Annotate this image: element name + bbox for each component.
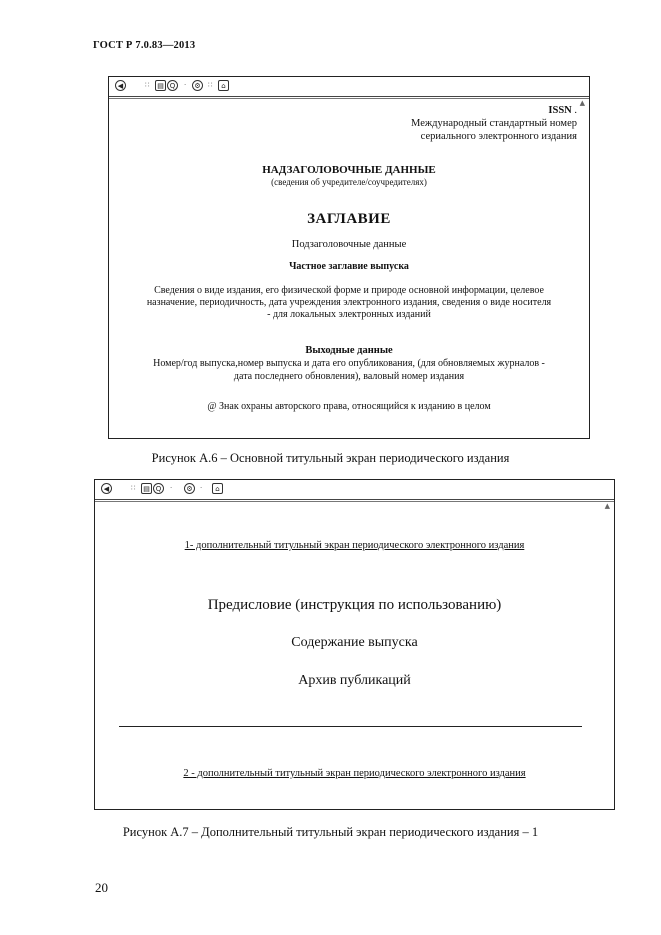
pre-title-subheading: (сведения об учредителе/соучредителях) bbox=[271, 177, 427, 187]
issue-contents[interactable]: Содержание выпуска bbox=[291, 635, 418, 650]
screen-subtitle: Подзаголовочные данные bbox=[291, 239, 407, 250]
settings-icon[interactable]: ⚙ bbox=[184, 483, 195, 494]
issn-description-line2: сериального электронного издания bbox=[420, 131, 577, 142]
main-title-screen bbox=[108, 76, 590, 439]
settings-icon[interactable]: ⚙ bbox=[192, 80, 203, 91]
back-icon[interactable]: ◀ bbox=[101, 483, 112, 494]
scrollbar-arrow-icon[interactable]: ▲ bbox=[604, 502, 610, 510]
link-additional-screen-1[interactable]: 1- дополнительный титульный экран периодического электронного издания bbox=[184, 540, 525, 551]
edition-info-line1: Сведения о виде издания, его физической форме и природе основной информации, целевое bbox=[154, 285, 544, 296]
page-number: 20 bbox=[95, 880, 108, 895]
copyright-notice: @ Знак охраны авторского права, относящийся к изданию в целом bbox=[207, 401, 491, 412]
page-icon[interactable]: ▤ bbox=[141, 483, 152, 494]
edition-info-line3: - для локальных электронных изданий bbox=[267, 309, 431, 320]
toolbar-separator: · bbox=[170, 484, 173, 492]
issn-dot: . bbox=[574, 105, 577, 116]
section-divider bbox=[119, 726, 582, 727]
issn-label: ISSN bbox=[548, 105, 572, 116]
toolbar-separator: ∷ bbox=[131, 484, 136, 492]
search-icon[interactable]: Q bbox=[153, 483, 164, 494]
link-additional-screen-2[interactable]: 2 - дополнительный титульный экран периодического электронного издания bbox=[183, 768, 526, 779]
document-code: ГОСТ Р 7.0.83—2013 bbox=[93, 40, 196, 51]
preface-heading[interactable]: Предисловие (инструкция по использованию) bbox=[207, 597, 502, 613]
imprint-line1: Номер/год выпуска,номер выпуска и дата его опубликования, (для обновляемых журналов - bbox=[153, 358, 545, 369]
home-icon[interactable]: ⌂ bbox=[212, 483, 223, 494]
page-icon[interactable]: ▤ bbox=[155, 80, 166, 91]
toolbar-separator: · bbox=[184, 81, 187, 89]
search-icon[interactable]: Q bbox=[167, 80, 178, 91]
toolbar-separator: · bbox=[200, 484, 203, 492]
imprint-line2: дата последнего обновления), валовый номер издания bbox=[233, 371, 465, 382]
additional-title-screen bbox=[94, 479, 615, 810]
screen-toolbar bbox=[109, 77, 589, 97]
issn-description-line1: Международный стандартный номер bbox=[411, 118, 577, 129]
toolbar-separator: ∷ bbox=[145, 81, 150, 89]
scrollbar-arrow-icon[interactable]: ▲ bbox=[579, 99, 585, 107]
publications-archive[interactable]: Архив публикаций bbox=[298, 673, 411, 688]
imprint-heading: Выходные данные bbox=[305, 345, 393, 356]
screen-toolbar bbox=[95, 480, 614, 500]
figure-caption-a7: Рисунок А.7 – Дополнительный титульный экран периодического издания – 1 bbox=[122, 825, 539, 839]
edition-info-line2: назначение, периодичность, дата учреждения электронного издания, сведения о виде носителя bbox=[146, 297, 552, 308]
figure-caption-a6: Рисунок А.6 – Основной титульный экран периодического издания bbox=[151, 451, 510, 465]
pre-title-heading: НАДЗАГОЛОВОЧНЫЕ ДАННЫЕ bbox=[262, 164, 436, 176]
back-icon[interactable]: ◀ bbox=[115, 80, 126, 91]
screen-title: ЗАГЛАВИЕ bbox=[307, 211, 391, 227]
toolbar-separator: ∷ bbox=[208, 81, 213, 89]
home-icon[interactable]: ⌂ bbox=[218, 80, 229, 91]
issue-title: Частное заглавие выпуска bbox=[289, 261, 409, 272]
